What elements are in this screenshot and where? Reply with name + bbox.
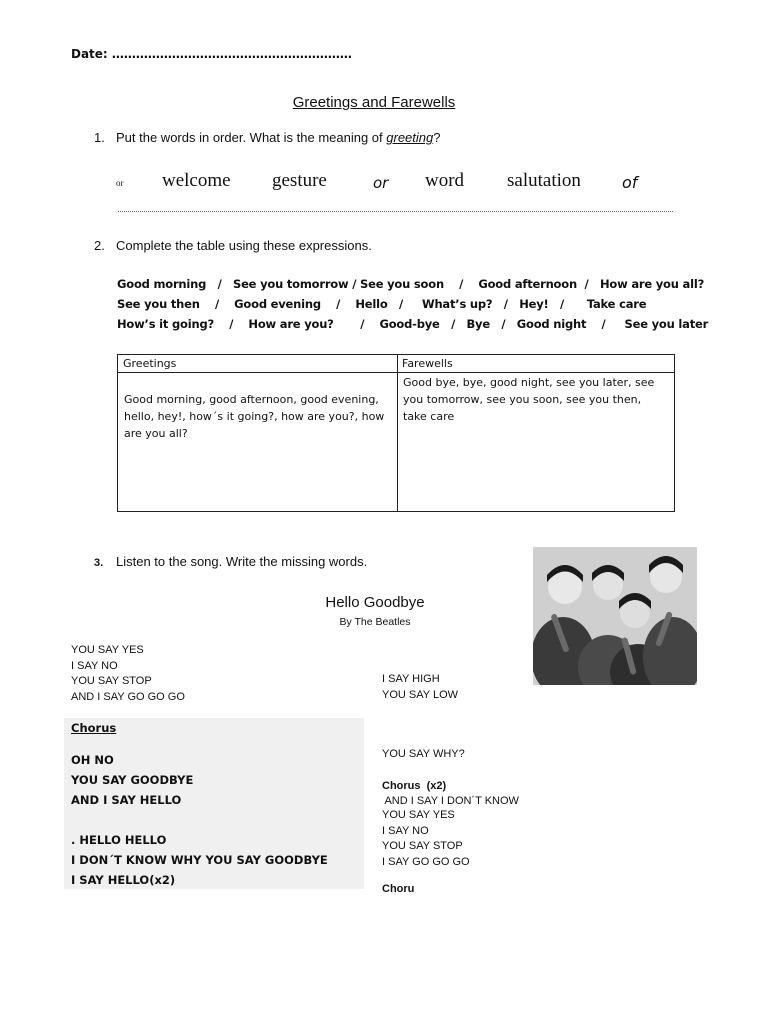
- question-2-number: 2.: [94, 238, 105, 253]
- question-3-number: 3.: [94, 557, 104, 569]
- right-verse-3: [382, 808, 470, 870]
- lyric-line: I SAY HIGH: [382, 673, 440, 685]
- expressions-line-1: Good morning / See you tomorrow / See you soon / Good afternoon / How are you all?: [117, 277, 705, 291]
- lyric-line: YOU SAY LOW: [382, 688, 459, 701]
- question-2: [94, 238, 372, 253]
- expressions-line-3: How’s it going? / How are you? / Good-bye / Bye / Good night / See you later: [117, 317, 709, 331]
- lyric-line: YOU SAY YES: [382, 809, 455, 821]
- chorus-lines: [71, 750, 328, 890]
- farewells-column: [397, 355, 674, 511]
- lyric-line: I SAY GO GO GO: [382, 855, 470, 868]
- question-3: [94, 554, 367, 569]
- scrambled-word-1: or: [116, 178, 124, 188]
- chorus-line: YOU SAY GOODBYE: [71, 773, 194, 787]
- left-verse: [71, 643, 185, 705]
- scrambled-word-3: gesture: [272, 170, 327, 191]
- question-1-text: Put the words in order. What is the meaning of: [116, 130, 387, 145]
- chorus-line: OH NO: [71, 753, 114, 767]
- final-chorus-label: Choru: [382, 883, 415, 895]
- chorus-x2-label: Chorus (x2): [382, 780, 447, 792]
- greetings-column: [118, 355, 398, 511]
- greetings-farewells-table: [117, 354, 675, 512]
- greetings-header: Greetings: [118, 355, 397, 373]
- lyric-line: I SAY NO: [382, 824, 429, 837]
- scrambled-word-4: or: [373, 174, 389, 192]
- chorus-line: . HELLO HELLO: [71, 833, 167, 847]
- farewells-header: Farewells: [397, 355, 674, 373]
- scrambled-word-5: word: [425, 170, 465, 191]
- answer-line[interactable]: [118, 203, 673, 212]
- lyric-line: YOU SAY WHY?: [382, 748, 465, 760]
- lyric-line: AND I SAY I DON´T KNOW: [382, 794, 519, 807]
- greetings-answer[interactable]: Good morning, good afternoon, good evening, hello, hey!, how´s it going?, how are you?, how are you all?: [124, 393, 385, 440]
- date-line: Date: ……………………………………………………: [71, 47, 352, 61]
- chorus-spacer: [71, 810, 328, 830]
- band-photo: [533, 547, 697, 685]
- lyric-line: YOU SAY STOP: [382, 840, 463, 852]
- question-1-number: 1.: [94, 130, 105, 145]
- right-verse-1: [382, 672, 458, 703]
- scrambled-word-7: of: [622, 173, 638, 192]
- song-title: Hello Goodbye: [325, 594, 425, 611]
- chorus-line: I DON´T KNOW WHY YOU SAY GOODBYE: [71, 853, 328, 867]
- question-1-keyword: greeting: [386, 130, 434, 145]
- worksheet-title: Greetings and Farewells: [292, 94, 456, 111]
- lyric-line: AND I SAY GO GO GO: [71, 690, 185, 703]
- question-2-text: Complete the table using these expressions.: [116, 238, 372, 253]
- scrambled-word-6: salutation: [507, 170, 581, 191]
- expressions-line-2: See you then / Good evening / Hello / What’s up? / Hey! / Take care: [117, 297, 647, 311]
- chorus-line: I SAY HELLO(x2): [71, 873, 176, 887]
- question-1: [94, 130, 440, 145]
- lyric-line: YOU SAY YES: [71, 644, 144, 656]
- question-1-text-end: ?: [433, 130, 441, 145]
- scrambled-word-2: welcome: [162, 170, 231, 191]
- farewells-answer[interactable]: Good bye, bye, good night, see you later, see you tomorrow, see you soon, see you then, take care: [403, 376, 655, 423]
- lyric-line: YOU SAY STOP: [71, 675, 152, 687]
- song-artist: By The Beatles: [339, 616, 411, 628]
- question-3-text: Listen to the song. Write the missing words.: [116, 554, 368, 569]
- band-photo-image: [533, 547, 697, 685]
- chorus-label: Chorus: [71, 721, 117, 735]
- chorus-line: AND I SAY HELLO: [71, 793, 182, 807]
- lyric-line: I SAY NO: [71, 659, 118, 672]
